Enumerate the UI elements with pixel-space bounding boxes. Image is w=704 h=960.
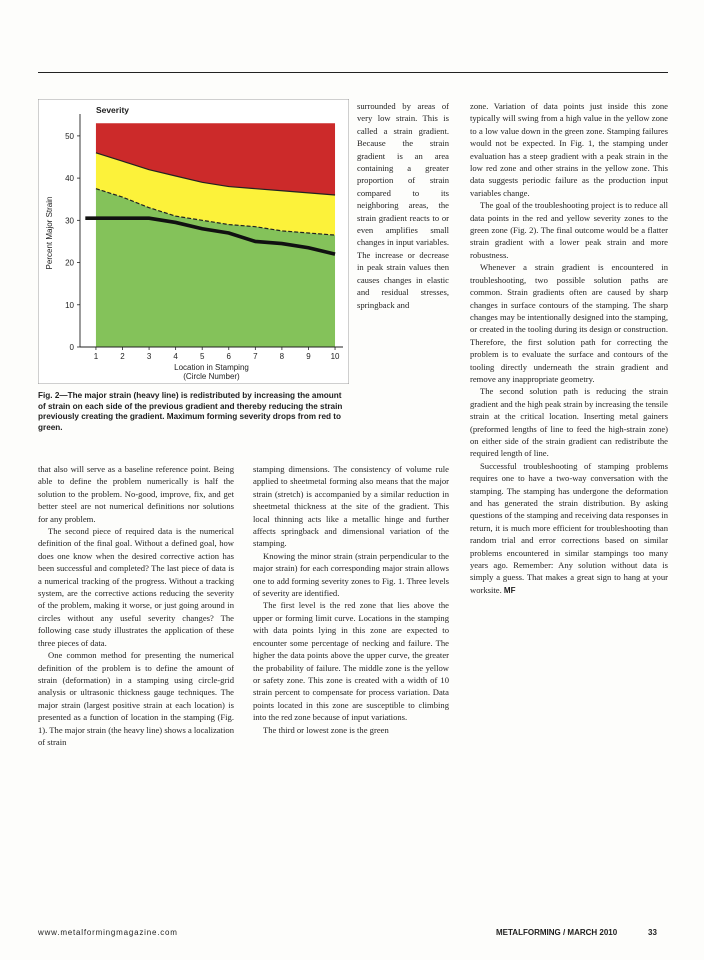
x-tick-label: 1 — [93, 352, 99, 361]
paragraph — [470, 460, 668, 597]
paragraph: that also will serve as a baseline reference point. Being able to define the problem numerically is half the solution to the problem. No-good, improve, fix, and get better steel are not numerical definitions nor solutions for any problem. — [38, 464, 234, 524]
x-tick-label: 2 — [120, 352, 125, 361]
paragraph: surrounded by areas of very low strain. This is called a strain gradient. Because the strain gradient is an area containing a greater proportion of strain compared to its neighboring areas, the strain gradient reacts to or even amplifies small changes in input variables. The increase or decrease in peak strain values then causes changes in elastic and residual stresses, springback and — [357, 101, 449, 310]
column-2 — [253, 463, 449, 736]
paragraph: The third or lowest zone is the green — [263, 724, 389, 735]
x-tick-label: 3 — [146, 352, 152, 361]
severity-chart — [38, 99, 349, 384]
y-tick-label: 30 — [65, 216, 74, 226]
x-tick-label: 7 — [253, 352, 258, 361]
column-1 — [38, 463, 234, 748]
paragraph: stamping dimensions. The consistency of volume rule applied to sheetmetal forming also means that the major strain (stretch) is accompanied by a similar reduction in sheetmetal thickness at the site of the gradient. This local thinning acts like a metallic hinge and further affects springback and dimensional variation of the stamping. — [253, 464, 449, 549]
column-2-top — [357, 100, 449, 311]
paragraph: The first level is the red zone that lies above the upper or forming limit curve. Locations in the stamping with data points lying in this zone are expected to encounter some percentage of necking and failure. The higher the data points above the upper curve, the greater the probability of failure. The middle zone is the yellow or safety zone. This zone is created with a width of 10 strain percent to compensate for process variation. Data points located in this zone are susceptible to climbing into the red zone because of input variations. — [253, 600, 449, 723]
x-tick-label: 8 — [279, 352, 285, 361]
footer-issue: METALFORMING / MARCH 2010 — [496, 928, 618, 937]
y-tick-label: 0 — [69, 343, 74, 352]
y-tick-label: 40 — [65, 174, 74, 184]
y-tick-label: 50 — [65, 131, 74, 141]
page-number: 33 — [648, 928, 657, 937]
x-axis-label: Location in Stamping — [174, 363, 249, 372]
top-rule — [38, 72, 668, 73]
end-mark: MF — [503, 585, 516, 595]
x-tick-label: 5 — [199, 352, 205, 361]
x-tick-label: 10 — [330, 352, 340, 361]
footer-website: www.metalformingmagazine.com — [38, 928, 178, 937]
chart-title: Severity — [95, 105, 130, 115]
x-tick-label: 6 — [226, 352, 231, 361]
paragraph: The second piece of required data is the numerical definition of the final goal. Without a defined goal, how does one know when the desired corrective action has been successful and completed? The last piece of data is a numerical tracking of the progress. Without a tracking system, are the corrective actions reducing the severity of the problem, making it worse, or just going around in circles without any useful severity changes? The following case study illustrates the application of these three pieces of data. — [38, 526, 234, 648]
figure-caption: Fig. 2—The major strain (heavy line) is redistributed by increasing the amount of strain on each side of the previous gradient and thereby reducing the strain previously creating the gradient. Maximum forming severity drops from red to green. — [38, 391, 343, 432]
y-tick-label: 10 — [65, 300, 74, 310]
y-tick-label: 20 — [65, 258, 74, 268]
column-3 — [470, 100, 668, 597]
x-tick-label: 9 — [306, 352, 311, 361]
figure-2 — [38, 99, 349, 384]
y-axis-label: Percent Major Strain — [45, 196, 54, 270]
paragraph: One common method for presenting the numerical definition of the problem is to define the amount of strain (deformation) in a stamping using circle-grid analysis or ultrasonic thickness gauge techniques. The major strain (largest positive strain at each location) is presented as a function of location in the stamping (Fig. 1). The major strain (the heavy line) shows a localization of strain — [38, 650, 235, 747]
paragraph: The second solution path is reducing the strain gradient and the high peak strain by increasing the tensile strain at the critical location. Inserting metal gainers (preformed lengths of line to feed the high-strain zone) on either side of the strain gradient can redistribute the required length of line. — [470, 386, 668, 459]
paragraph-text: Successful troubleshooting of stamping problems requires one to have a two-way conversation with the stamping. The stamping has undergone the deformation and has generated the strain distribution. By asking questions of the stamping and receiving data responses in return, it is much more efficient for troubleshooting than random trial and error corrections based on similar problems encountered in similar stampings too many years ago. Remember: Any solution without data is simply a guess. That makes a great sign to hang at your worksite. — [470, 460, 668, 595]
x-axis-label-sub: (Circle Number) — [183, 372, 240, 381]
paragraph: Whenever a strain gradient is encountered in troubleshooting, two possible solution paths are common. Strain gradients often are caused by sharp changes in surface contours of the stamping. The sharp changes may be intentionally designed into the stamping, or created in the tooling during its design or construction. Therefore, the first solution path for correcting the problem is to evaluate the surface and contours of the tooling directly underneath the strain gradient and remove any inappropriate geometry. — [470, 262, 668, 384]
paragraph: Knowing the minor strain (strain perpendicular to the major strain) for each corresponding major strain allows one to add forming severity zones to Fig. 1. Three levels of severity are identified. — [253, 550, 449, 599]
paragraph: The goal of the troubleshooting project is to reduce all data points in the red and yellow severity zones to the green zone (Fig. 2). The final outcome would be a flatter strain gradient with a lower peak strain and more robustness. — [470, 200, 668, 260]
x-tick-label: 4 — [173, 352, 178, 361]
paragraph: zone. Variation of data points just inside this zone typically will swing from a high value in the yellow zone to a low value down in the green zone. Stamping failures would not be expected. In Fig. 1, the stamping under evaluation has a steep gradient with a peak strain in the low red zone and other strains in the yellow zone. This data suggests periodic failure as the production input variables change. — [470, 101, 668, 198]
